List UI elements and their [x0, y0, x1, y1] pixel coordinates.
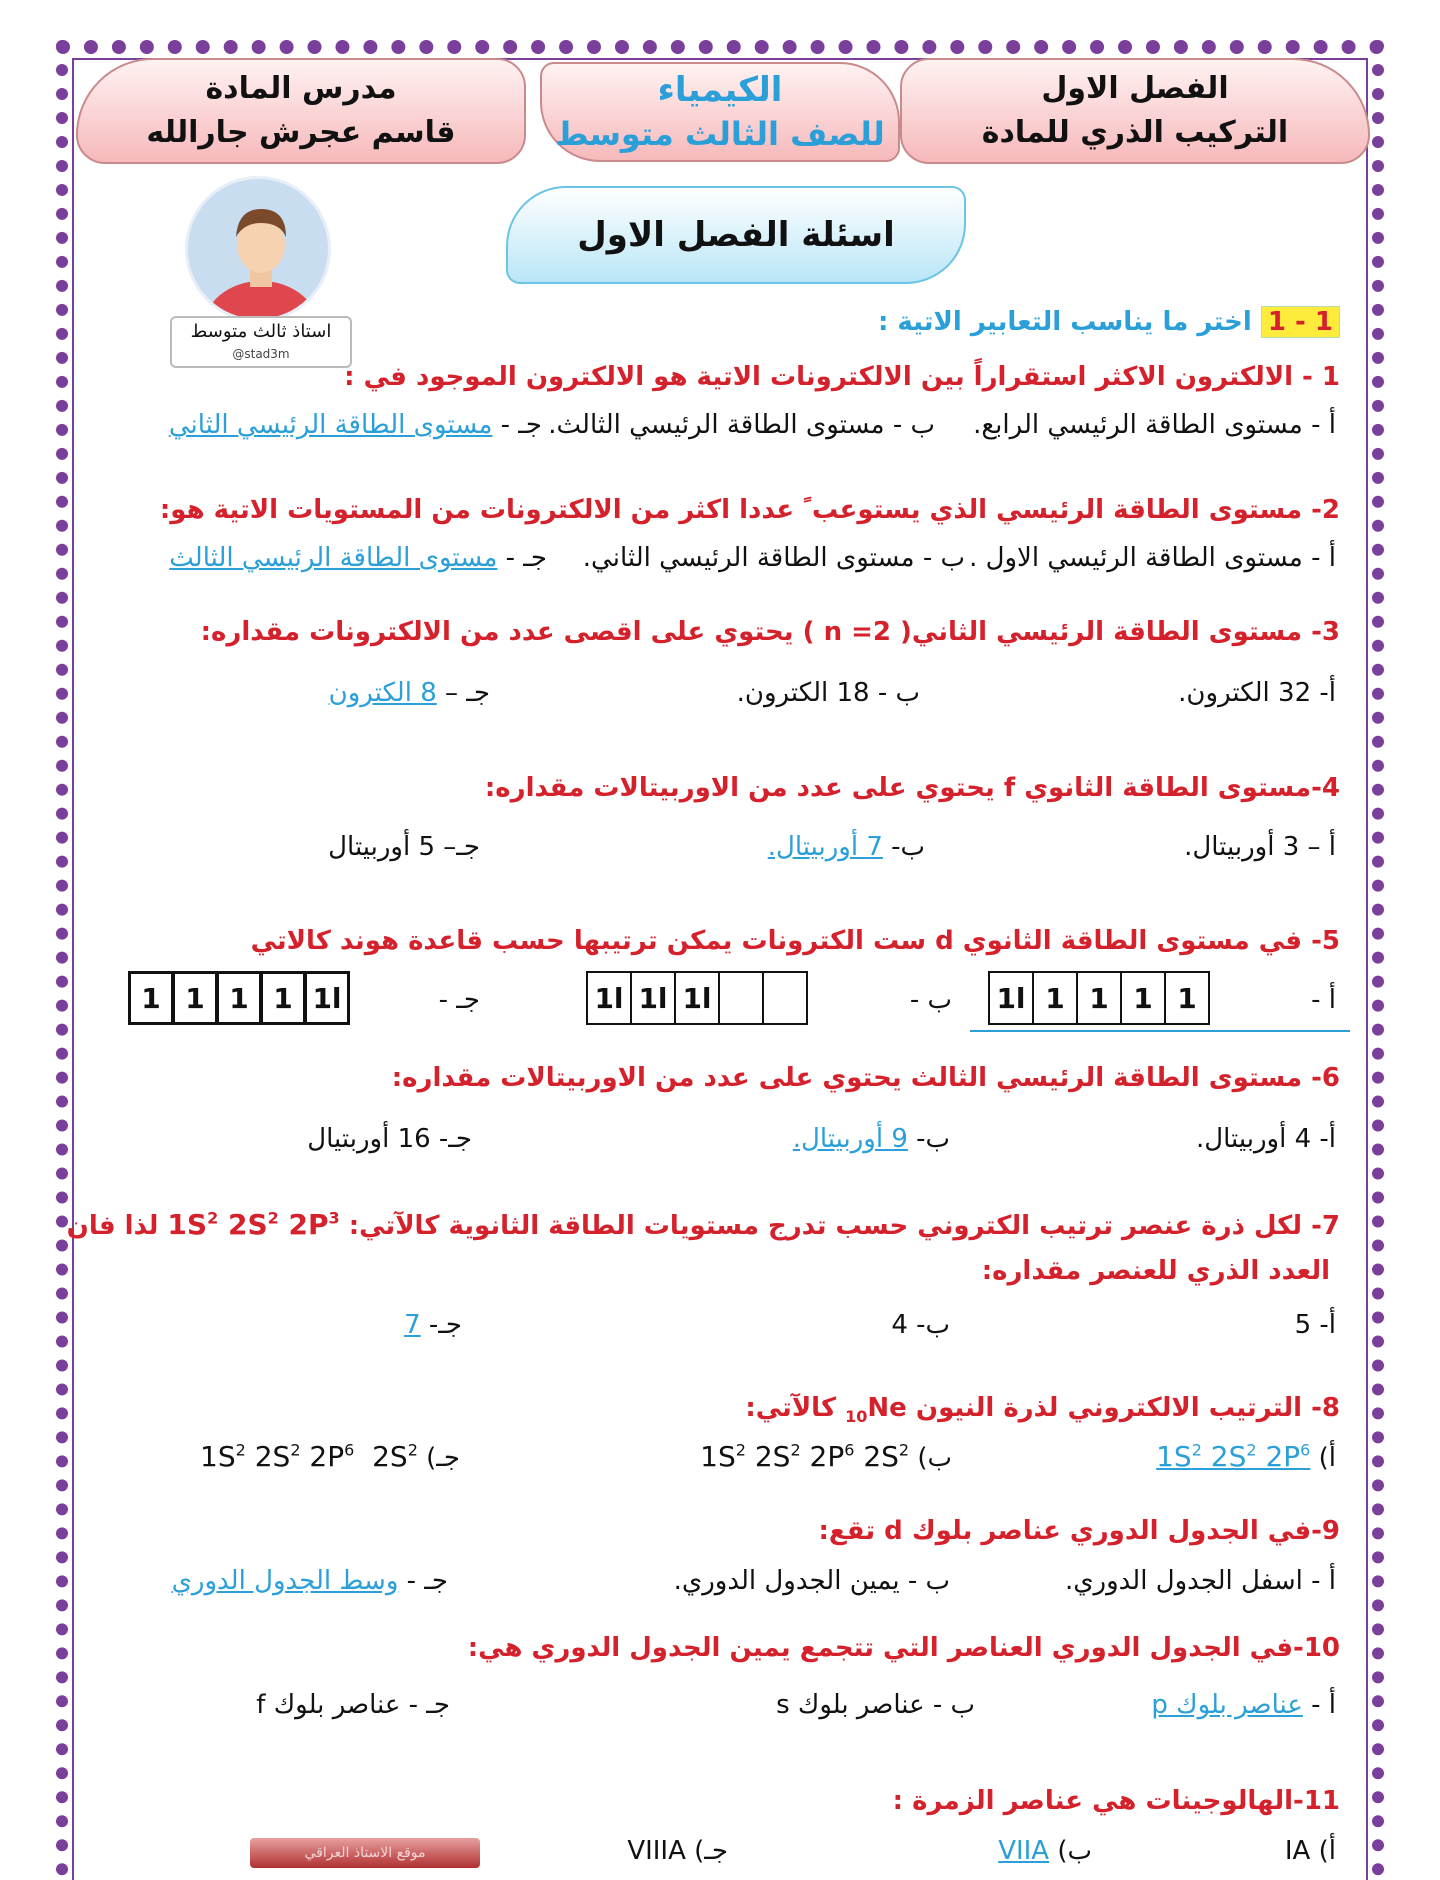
q10-option-a-prefix: أ - [1311, 1690, 1336, 1720]
person-icon [188, 179, 331, 322]
q10-correct-answer: عناصر بلوك p [1151, 1690, 1303, 1720]
orbital-box [762, 971, 808, 1025]
q10-option-a [1151, 1690, 1336, 1720]
q11-option-b-prefix: ب) [1057, 1836, 1092, 1866]
q7-option-b: ب- 4 [891, 1310, 950, 1340]
question-7 [67, 1208, 1340, 1241]
question-3: 3- مستوى الطاقة الرئيسي الثاني( n =2 ) يحتوي على اقصى عدد من الالكترونات مقداره: [200, 617, 1340, 647]
question-9: 9-في الجدول الدوري عناصر بلوك d تقع: [818, 1516, 1340, 1546]
q1-option-b: ب - مستوى الطاقة الرئيسي الثالث. [548, 410, 935, 440]
channel-handle: @stad3m [232, 347, 290, 361]
q5-option-b-label: ب - [909, 985, 952, 1015]
q2-option-c-prefix: جـ - [505, 543, 547, 573]
q1-option-a: أ - مستوى الطاقة الرئيسي الرابع. [973, 410, 1336, 440]
q8-option-b-prefix: ب) [917, 1443, 952, 1473]
q1-option-c-prefix: جـ - [500, 410, 542, 440]
watermark-stamp: موقع الاستاذ العراقي [250, 1838, 480, 1868]
orbital-box: 1 [128, 971, 174, 1025]
teacher-banner [76, 58, 526, 164]
orbital-box [718, 971, 764, 1025]
q5-option-c-label: جـ - [438, 985, 480, 1015]
chapter-banner [900, 58, 1370, 164]
section-instruction: اختر ما يناسب التعابير الاتية : [877, 307, 1252, 337]
q6-option-a: أ- 4 أوربيتال. [1195, 1124, 1336, 1154]
q2-option-b: ب - مستوى الطاقة الرئيسي الثاني. [582, 543, 965, 573]
q8-correct-answer: $1S^2$ $2S^2$ $2P^6$ [1156, 1440, 1311, 1473]
questions-title: اسئلة الفصل الاول [506, 186, 966, 284]
orbital-box: 1l [674, 971, 720, 1025]
section-number: 1 - 1 [1261, 306, 1340, 338]
q4-option-a: أ – 3 أوربيتال. [1184, 832, 1336, 862]
q3-option-c-prefix: جـ – [445, 678, 490, 708]
q7-configuration: $1S^2$ $2S^2$ $2P^3$ [167, 1208, 340, 1241]
q9-correct-answer: وسط الجدول الدوري [171, 1566, 399, 1596]
q7-correct-answer: 7 [404, 1310, 421, 1340]
orbital-box: 1 [1164, 971, 1210, 1025]
q11-option-a: أ) IA [1284, 1836, 1336, 1866]
section-heading [878, 307, 1340, 337]
q5-option-a-boxes [990, 971, 1210, 1025]
q4-correct-answer: 7 أوربيتال. [767, 832, 883, 862]
q10-option-c: جـ - عناصر بلوك f [256, 1690, 450, 1720]
channel-badge [170, 316, 352, 368]
question-1: 1 - الالكترون الاكثر استقراراً بين الالكترونات الاتية هو الالكترون الموجود في : [344, 362, 1340, 392]
avatar [185, 176, 331, 322]
q8-option-b-value: $1S^2$ $2S^2$ $2P^6$ $2S^2$ [700, 1440, 910, 1473]
q3-correct-answer: 8 الكترون [328, 678, 437, 708]
question-5: 5- في مستوى الطاقة الثانوي d ست الكترونات يمكن ترتيبها حسب قاعدة هوند كالاتي [250, 926, 1340, 956]
q8-option-b [700, 1440, 952, 1473]
orbital-box: 1 [1076, 971, 1122, 1025]
q8-option-c-value: $1S^2$ $2S^2$ $2P^6$ $2S^2$ [200, 1440, 418, 1473]
q11-option-c: جـ) VIIIA [627, 1836, 728, 1866]
question-2: 2- مستوى الطاقة الرئيسي الذي يستوعب ً عددا اكثر من الالكترونات من المستويات الاتية هو: [159, 495, 1340, 525]
question-11: 11-الهالوجينات هي عناصر الزمرة : [892, 1786, 1340, 1816]
q5-option-c-boxes [130, 971, 350, 1025]
question-10: 10-في الجدول الدوري العناصر التي تتجمع يمين الجدول الدوري هي: [467, 1633, 1340, 1663]
orbital-box: 1l [304, 971, 350, 1025]
subject-title: الكيمياء [657, 70, 783, 110]
q7-text: 7- لكل ذرة عنصر ترتيب الكتروني حسب تدرج مستويات الطاقة الثانوية كالآتي: [348, 1211, 1340, 1241]
q3-option-c [329, 678, 490, 708]
q3-option-b: ب - 18 الكترون. [736, 678, 920, 708]
q8-text: 8- الترتيب الالكتروني لذرة النيون [915, 1393, 1340, 1423]
q2-correct-answer: مستوى الطاقة الرئيسي الثالث [169, 543, 498, 573]
q8-neon-symbol: $_{10}$Ne [845, 1393, 907, 1427]
q9-option-c [172, 1566, 448, 1596]
q6-correct-answer: 9 أوربيتال. [792, 1124, 908, 1154]
question-6: 6- مستوى الطاقة الرئيسي الثالث يحتوي على عدد من الاوربيتالات مقداره: [391, 1063, 1340, 1093]
orbital-box: 1l [586, 971, 632, 1025]
chapter-subtitle: التركيب الذري للمادة [981, 115, 1289, 150]
question-8 [745, 1393, 1340, 1426]
subject-banner [540, 62, 900, 162]
q9-option-b: ب - يمين الجدول الدوري. [673, 1566, 950, 1596]
q11-option-b [998, 1836, 1092, 1866]
q7-text-end: لذا فان [66, 1211, 159, 1241]
q6-option-b-prefix: ب- [916, 1124, 950, 1154]
q8-text-end: كالآتي: [745, 1393, 837, 1423]
orbital-box: 1 [260, 971, 306, 1025]
q9-option-c-prefix: جـ - [406, 1566, 448, 1596]
q1-correct-answer: مستوى الطاقة الرئيسي الثاني [168, 410, 493, 440]
q10-option-b: ب - عناصر بلوك s [776, 1690, 975, 1720]
q8-option-a [1156, 1440, 1336, 1473]
question-7-line-2: العدد الذري للعنصر مقداره: [981, 1256, 1330, 1286]
grade-title: للصف الثالث متوسط [555, 115, 885, 153]
q6-option-c: جـ- 16 أوربتيال [307, 1124, 472, 1154]
q4-option-c: جـ– 5 أوربيتال [328, 832, 480, 862]
q5-correct-underline [970, 1030, 1350, 1032]
chapter-title: الفصل الاول [1041, 71, 1229, 106]
orbital-box: 1l [630, 971, 676, 1025]
q4-option-b [768, 832, 925, 862]
q4-option-b-prefix: ب- [891, 832, 925, 862]
q7-option-c [404, 1310, 462, 1340]
channel-name: استاذ ثالث متوسط [190, 321, 332, 342]
q3-option-a: أ- 32 الكترون. [1178, 678, 1336, 708]
orbital-box: 1 [1032, 971, 1078, 1025]
q2-option-a: أ - مستوى الطاقة الرئيسي الاول . [969, 543, 1336, 573]
q8-option-a-prefix: أ) [1318, 1443, 1336, 1473]
q7-option-a: أ- 5 [1294, 1310, 1336, 1340]
q7-option-c-prefix: جـ- [428, 1310, 462, 1340]
orbital-box: 1 [1120, 971, 1166, 1025]
q1-option-c [169, 410, 542, 440]
q5-option-b-boxes [588, 971, 808, 1025]
orbital-box: 1 [172, 971, 218, 1025]
orbital-box: 1 [216, 971, 262, 1025]
q9-option-a: أ - اسفل الجدول الدوري. [1064, 1566, 1336, 1596]
q8-option-c [200, 1440, 460, 1473]
q8-option-c-prefix: جـ) [426, 1443, 460, 1473]
q11-correct-answer: VIIA [998, 1836, 1050, 1866]
teacher-label: مدرس المادة [205, 71, 397, 106]
q5-option-a-label: أ - [1311, 985, 1336, 1015]
orbital-box: 1l [988, 971, 1034, 1025]
teacher-name: قاسم عجرش جارالله [146, 115, 456, 150]
q6-option-b [793, 1124, 950, 1154]
q2-option-c [169, 543, 547, 573]
question-4: 4-مستوى الطاقة الثانوي f يحتوي على عدد من الاوربيتالات مقداره: [484, 773, 1340, 803]
